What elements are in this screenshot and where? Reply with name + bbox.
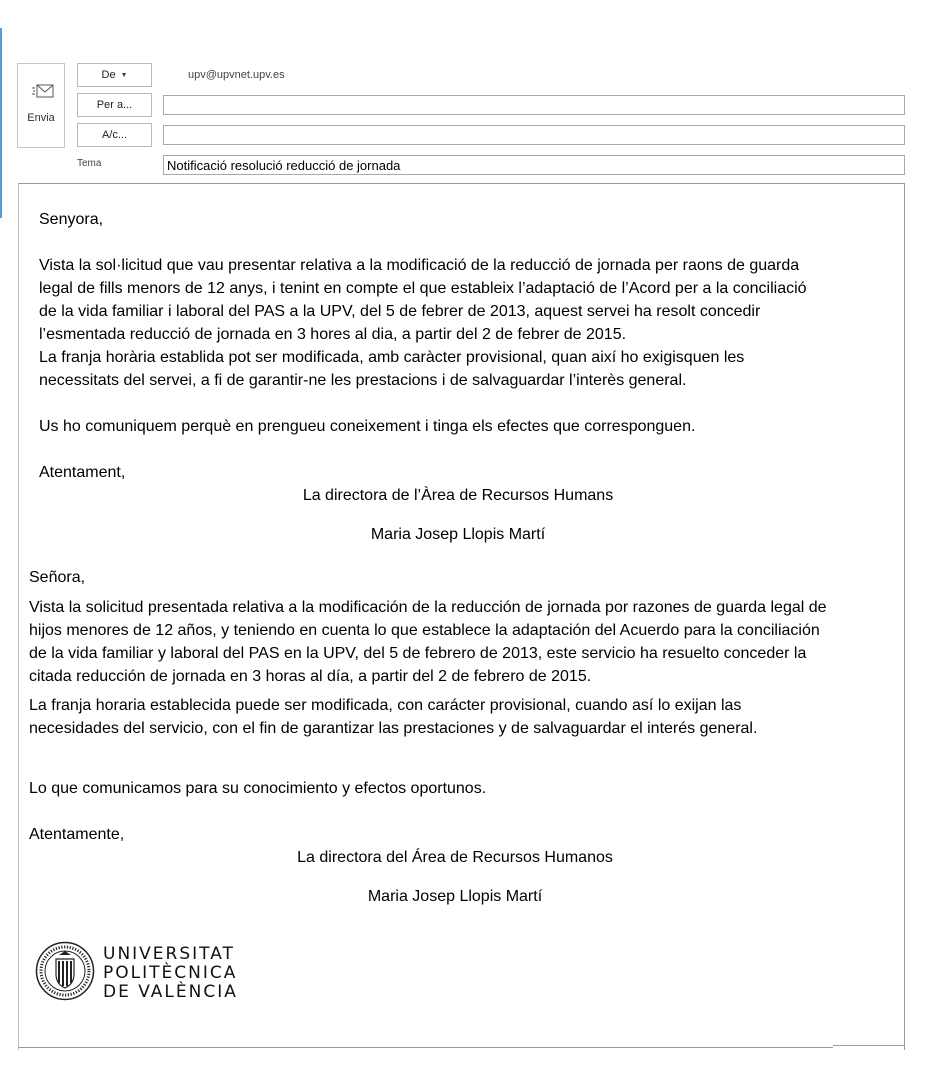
from-button-label: De: [101, 69, 116, 81]
subject-field[interactable]: Notificació resolució reducció de jornada: [163, 155, 905, 175]
paragraph-line: de la vida familiar i laboral del PAS a la UPV, del 5 de febrer de 2013, aquest servei ha resolt concedir: [39, 303, 761, 320]
paragraph-line: legal de fills menors de 12 anys, i tenint en compte el que estableix l’adaptació de l’Acord per a la conciliació: [39, 280, 807, 297]
send-envelope-icon: [32, 83, 54, 99]
university-logo-text: [103, 945, 238, 1002]
divider: [833, 1045, 905, 1046]
paragraph-line: Us ho comuniquem perquè en prengueu coneixement i tinga els efectes que corresponguen.: [39, 418, 696, 435]
paragraph-line: hijos menores de 12 años, y teniendo en cuenta lo que establece la adaptación del Acuerdo para la conciliación: [29, 622, 820, 639]
closing-es: Atentamente,: [29, 826, 125, 843]
paragraph-line: citada reducción de jornada en 3 horas al día, a partir del 2 de febrero de 2015.: [29, 668, 592, 685]
chevron-down-icon: ▼: [120, 71, 128, 79]
divider: [18, 1047, 833, 1048]
paragraph-line: necesidades del servicio, con el fin de garantizar las prestaciones y de salvaguardar el interés general.: [29, 720, 758, 737]
cc-field[interactable]: [163, 125, 905, 145]
paragraph-line: l’esmentada reducció de jornada en 3 hores al dia, a partir del 2 de febrer de 2015.: [39, 326, 627, 343]
window-edge: [0, 28, 2, 218]
to-field[interactable]: [163, 95, 905, 115]
paragraph-line: Vista la solicitud presentada relativa a la modificación de la reducción de jornada por razones de guarda legal de: [29, 599, 827, 616]
signer-title-ca: La directora de l’Àrea de Recursos Humans: [302, 487, 614, 504]
paragraph-line: La franja horària establida pot ser modificada, amb caràcter provisional, quan així ho exigisquen les: [39, 349, 745, 366]
to-button-label: Per a...: [96, 99, 133, 111]
send-button[interactable]: [17, 63, 65, 148]
paragraph-line: necessitats del servei, a fi de garantir-ne les prestacions i de salvaguardar l’interès general.: [39, 372, 687, 389]
subject-label: Tema: [77, 158, 102, 169]
paragraph-line: La franja horaria establecida puede ser modificada, con carácter provisional, cuando así lo exijan las: [29, 697, 742, 714]
send-label: Envia: [27, 112, 55, 124]
paragraph-line: de la vida familiar y laboral del PAS en la UPV, del 5 de febrero de 2013, este servicio ha resuelto conceder la: [29, 645, 807, 662]
signer-title-es: La directora del Área de Recursos Humanos: [297, 849, 613, 866]
cc-button-label: A/c...: [101, 129, 128, 141]
to-button[interactable]: [77, 93, 152, 117]
greeting-ca: Senyora,: [39, 211, 104, 228]
university-seal-icon: [35, 941, 95, 1001]
logo-line: DE VALÈNCIA: [103, 982, 238, 1002]
signer-name-es: Maria Josep Llopis Martí: [367, 888, 543, 905]
logo-line: POLITÈCNICA: [103, 963, 238, 983]
paragraph-line: Lo que comunicamos para su conocimiento y efectos oportunos.: [29, 780, 487, 797]
from-button[interactable]: [77, 63, 152, 87]
logo-line: UNIVERSITAT: [103, 944, 235, 964]
paragraph-line: Vista la sol·licitud que vau presentar relativa a la modificació de la reducció de jornada per raons de guarda: [39, 257, 800, 274]
greeting-es: Señora,: [29, 569, 86, 586]
cc-button[interactable]: [77, 123, 152, 147]
signer-name-ca: Maria Josep Llopis Martí: [370, 526, 546, 543]
closing-ca: Atentament,: [39, 464, 126, 481]
from-address: upv@upvnet.upv.es: [188, 69, 285, 81]
